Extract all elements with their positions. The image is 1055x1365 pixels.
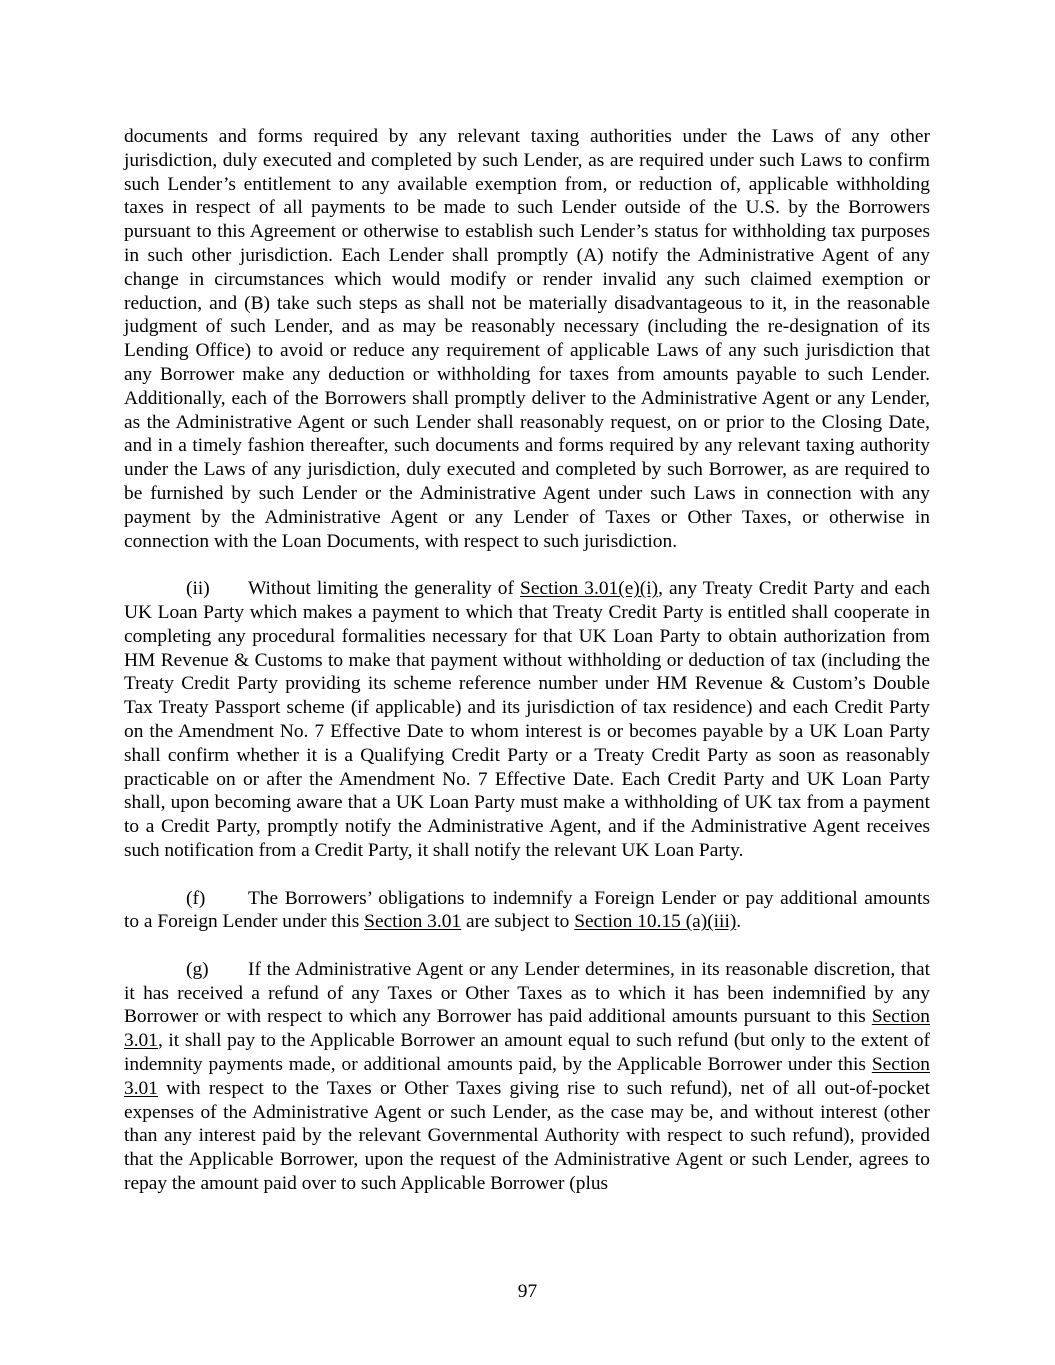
page-number: 97 bbox=[517, 1281, 538, 1302]
paragraph-ii bbox=[124, 577, 930, 863]
section-reference: Section 3.01 bbox=[364, 911, 462, 933]
paragraph-text: If the Administrative Agent or any Lender determines, in its reasonable discretion, that it has received a refund of any Taxes or Other Taxes as to which it has been indemnified by any Borrower or with respect to which any Borrower has paid additional amounts pursuant to this bbox=[124, 958, 930, 1028]
paragraph-text: Without limiting the generality of bbox=[248, 578, 521, 600]
paragraph-text: , it shall pay to the Applicable Borrower an amount equal to such refund (but only to the extent of indemnity payments made, or additional amounts paid, by the Applicable Borrower under this bbox=[124, 1030, 930, 1076]
document-body bbox=[124, 125, 930, 1196]
paragraph-text: , any Treaty Credit Party and each UK Loan Party which makes a payment to which that Treaty Credit Party is entitled shall cooperate in completing any procedural formalities necessary for that UK Loan Party to obtain authorization from HM Revenue & Customs to make that payment without withholding or deduction of tax (including the Treaty Credit Party providing its scheme reference number under HM Revenue & Custom’s Double Tax Treaty Passport scheme (if applicable) and its jurisdiction of tax residence) and each Credit Party on the Amendment No. 7 Effective Date to whom interest is or becomes payable by a UK Loan Party shall confirm whether it is a Qualifying Credit Party or a Treaty Credit Party as soon as reasonably practicable on or after the Amendment No. 7 Effective Date. Each Credit Party and UK Loan Party shall, upon becoming aware that a UK Loan Party must make a withholding of UK tax from a payment to a Credit Party, promptly notify the Administrative Agent, and if the Administrative Agent receives such notification from a Credit Party, it shall notify the relevant UK Loan Party. bbox=[124, 578, 930, 861]
paragraph-text: are subject to bbox=[461, 911, 575, 933]
paragraph-label: (f) bbox=[186, 887, 206, 909]
paragraph-text: with respect to the Taxes or Other Taxes giving rise to such refund), net of all out-of-pocket expenses of the Administrative Agent or such Lender, as the case may be, and without interest (other than any interest paid by the relevant Governmental Authority with respect to such refund), provided that the Applicable Borrower, upon the request of the Administrative Agent or such Lender, agrees to repay the amount paid over to such Applicable Borrower (plus bbox=[124, 1077, 930, 1195]
section-reference: Section 3.01 bbox=[124, 1006, 930, 1052]
paragraph-text: The Borrowers’ obligations to indemnify a Foreign Lender or pay additional amounts to a Foreign Lender under this bbox=[124, 887, 930, 933]
section-reference: Section 10.15 (a)(iii) bbox=[574, 911, 737, 933]
paragraph-label: (g) bbox=[186, 958, 209, 980]
section-reference: Section 3.01(e)(i) bbox=[520, 578, 659, 600]
paragraph-text: . bbox=[736, 911, 742, 933]
paragraph-label: (ii) bbox=[186, 578, 210, 600]
paragraph-g bbox=[124, 958, 930, 1196]
paragraph-f bbox=[124, 887, 930, 935]
paragraph-continuation bbox=[124, 125, 930, 553]
paragraph-text: documents and forms required by any relevant taxing authorities under the Laws of any other jurisdiction, duly executed and completed by such Lender, as are required under such Laws to confirm such Lender’s entitlement to any available exemption from, or reduction of, applicable withholding taxes in respect of all payments to be made to such Lender outside of the U.S. by the Borrowers pursuant to this Agreement or otherwise to establish such Lender’s status for withholding tax purposes in such other jurisdiction. Each Lender shall promptly (A) notify the Administrative Agent of any change in circumstances which would modify or render invalid any such claimed exemption or reduction, and (B) take such steps as shall not be materially disadvantageous to it, in the reasonable judgment of such Lender, and as may be reasonably necessary (including the re-designation of its Lending Office) to avoid or reduce any requirement of applicable Laws of any such jurisdiction that any Borrower make any deduction or withholding for taxes from amounts payable to such Lender. Additionally, each of the Borrowers shall promptly deliver to the Administrative Agent or any Lender, as the Administrative Agent or such Lender shall reasonably request, on or prior to the Closing Date, and in a timely fashion thereafter, such documents and forms required by any relevant taxing authority under the Laws of any jurisdiction, duly executed and completed by such Borrower, as are required to be furnished by such Lender or the Administrative Agent under such Laws in connection with any payment by the Administrative Agent or any Lender of Taxes or Other Taxes, or otherwise in connection with the Loan Documents, with respect to such jurisdiction. bbox=[124, 126, 930, 552]
section-reference: Section 3.01 bbox=[124, 1054, 930, 1099]
